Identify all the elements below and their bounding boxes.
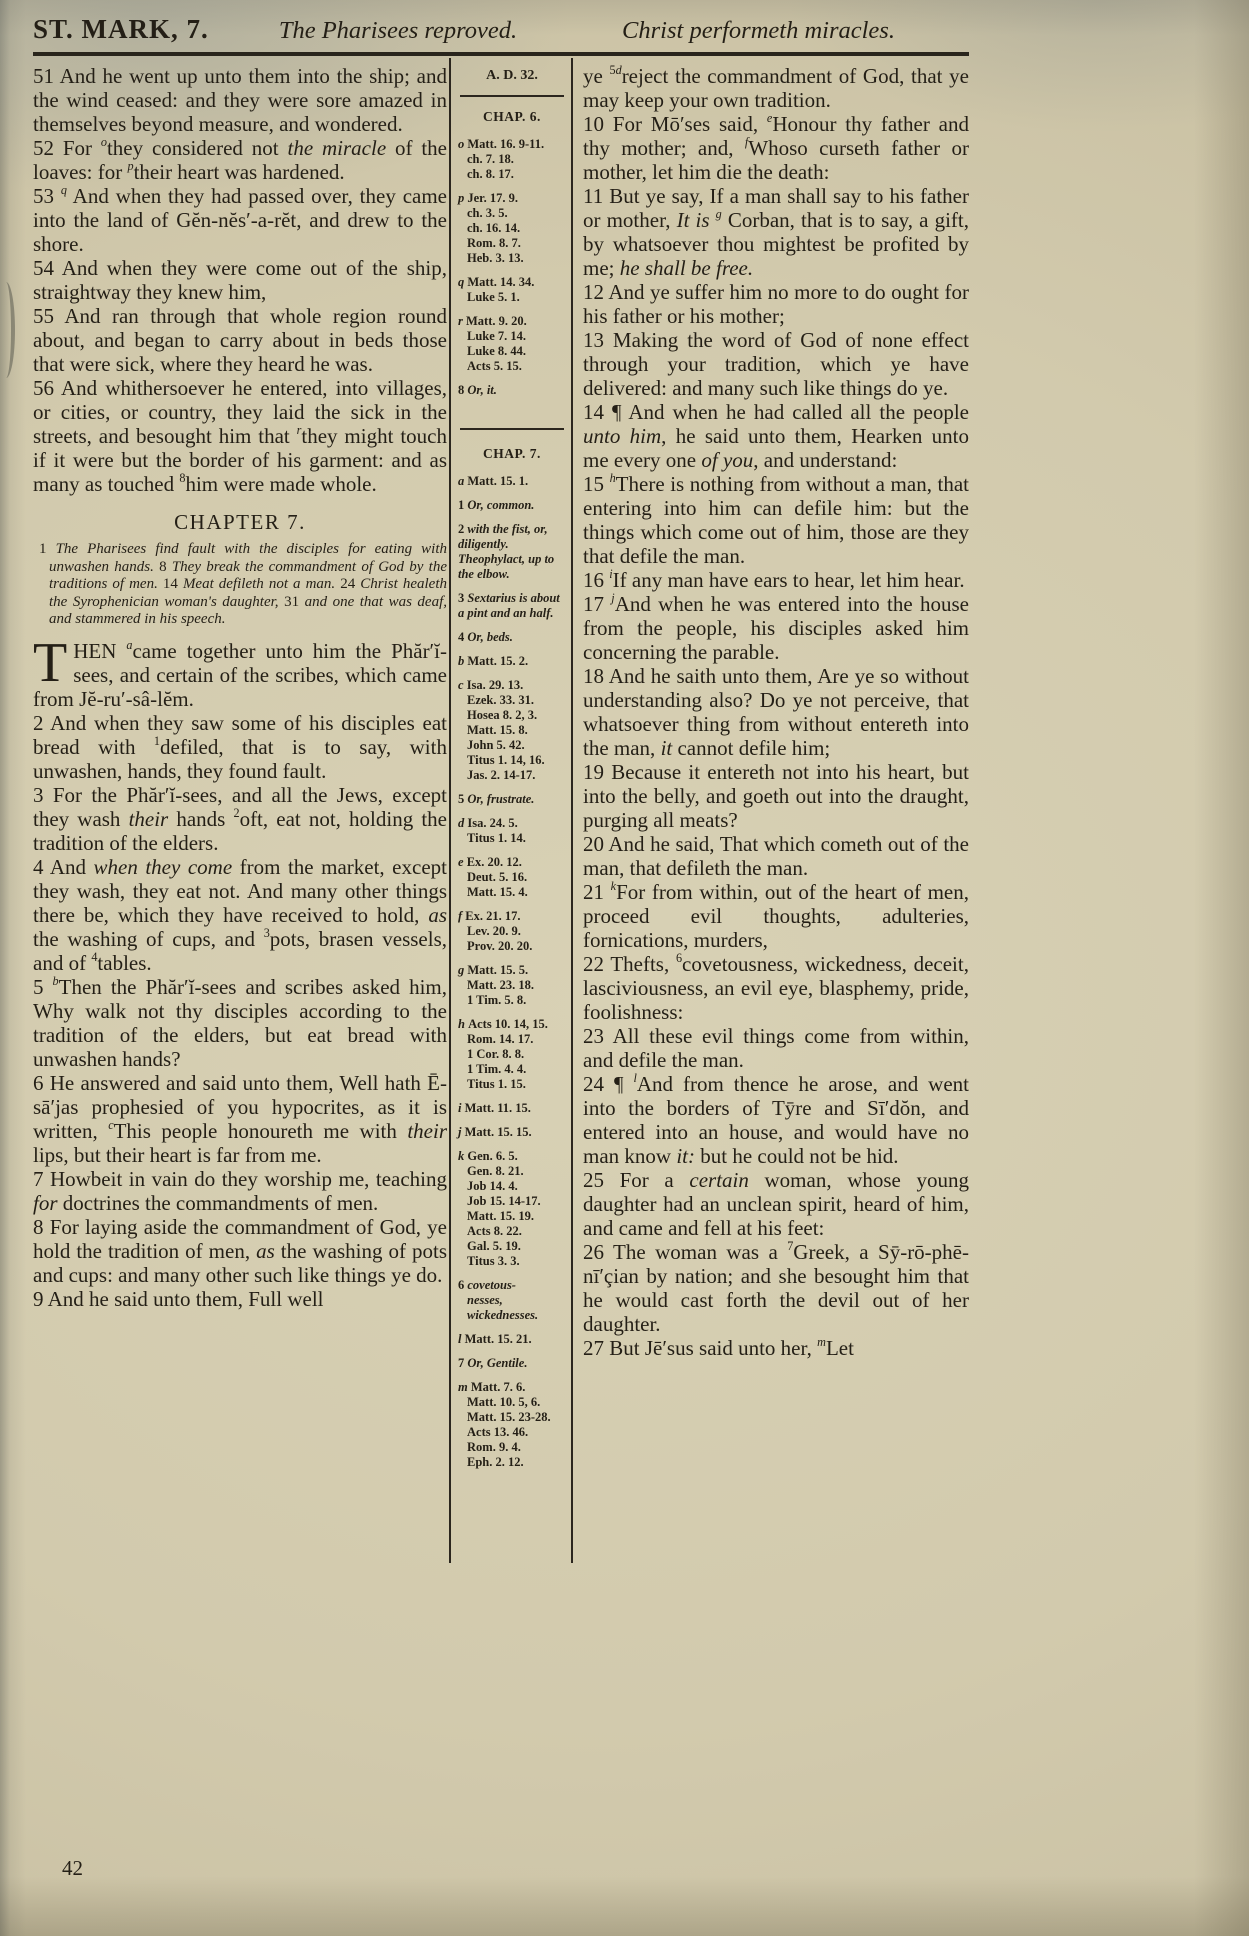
scan-artifact-mark <box>0 282 15 378</box>
margin-note <box>458 1149 566 1269</box>
text-run: 14 ¶ And when he had called all the people <box>583 400 969 424</box>
reference-mark: 7 <box>787 1239 794 1253</box>
text-run: They break the commandment of God by the traditions of men. <box>49 558 448 592</box>
chapter-summary <box>33 541 447 629</box>
verse-paragraph <box>583 280 969 328</box>
reference-mark: c <box>108 1117 114 1132</box>
text-run: 10 For Mō′ses said, <box>583 112 767 136</box>
margin-note <box>458 591 566 621</box>
margin-note-line: Acts 5. 15. <box>467 358 522 373</box>
text-run: covetousness, wickedness, deceit, lasciviousness, an evil eye, blasphemy, pride, foolishness: <box>583 952 969 1024</box>
margin-note-line: Eph. 2. 12. <box>467 1455 524 1470</box>
margin-note-line: Titus 1. 15. <box>467 1077 526 1092</box>
margin-note-line: b Matt. 15. 2. <box>458 654 529 669</box>
margin-note <box>458 1356 566 1371</box>
margin-note-marker: k <box>458 1149 468 1164</box>
text-run: Corban, that is to say, a gift, by whatsoever thou mightest be profited by me; <box>583 208 969 280</box>
verse-paragraph <box>33 256 447 304</box>
verse-paragraph <box>33 855 447 975</box>
verse-paragraph <box>583 592 969 664</box>
margin-note-line: Gal. 5. 19. <box>467 1239 521 1254</box>
text-run: 54 And when they were come out of the ship, straightway they knew him, <box>33 256 447 304</box>
text-run: came together unto him the Phăr′ĭ-sees, and certain of the scribes, which came from Jĕ-ru′-sâ-lĕm. <box>33 638 447 711</box>
text-run: their <box>407 1118 448 1143</box>
reference-mark: j <box>611 591 615 605</box>
verse-paragraph <box>33 1071 447 1167</box>
reference-mark: 6 <box>675 951 683 965</box>
text-run: Let <box>825 1336 854 1360</box>
verse-paragraph <box>583 328 969 400</box>
margin-note-line: f Ex. 21. 17. <box>458 909 521 924</box>
margin-note-marker: r <box>458 313 466 328</box>
margin-note-marker: d <box>458 816 468 831</box>
text-run: 8 For laying aside the commandment of God, ye hold the tradition of men, <box>33 1214 447 1263</box>
margin-section-divider <box>460 428 564 430</box>
text-run: 3 For the Phăr′ĭ-sees, and all the Jews, except they wash <box>33 782 447 831</box>
margin-note-line: Gen. 8. 21. <box>467 1164 524 1179</box>
right-text-column <box>575 58 969 1563</box>
verse-paragraph <box>583 1336 969 1360</box>
text-run: it <box>660 736 673 760</box>
text-run: woman, whose young daughter had an unclean spirit, heard of him, and came and fell at his feet: <box>583 1168 969 1240</box>
verse-paragraph <box>583 472 969 568</box>
running-header <box>33 14 969 56</box>
margin-note-marker: q <box>458 274 468 289</box>
margin-note-line: k Gen. 6. 5. <box>458 1149 518 1164</box>
verse-paragraph <box>583 1168 969 1240</box>
margin-note-line: nesses, <box>467 1293 503 1308</box>
margin-note <box>458 630 566 645</box>
margin-note <box>458 816 566 846</box>
text-run: If any man have ears to hear, let him hear. <box>612 568 965 592</box>
text-run: as <box>256 1238 275 1263</box>
reference-mark: 3 <box>263 925 270 940</box>
margin-note-line: Rom. 9. 4. <box>467 1440 521 1455</box>
margin-chapter-label: CHAP. 6. <box>483 108 541 124</box>
text-run: lips, but their heart is far from me. <box>33 1142 322 1167</box>
margin-note-line: h Acts 10. 14, 15. <box>458 1017 548 1032</box>
margin-note <box>458 909 566 954</box>
text-run: their <box>128 806 169 831</box>
text-run: 22 Thefts, <box>583 952 676 976</box>
text-run: of you <box>701 448 754 472</box>
verse-paragraph <box>583 112 969 184</box>
reference-mark: f <box>744 135 749 149</box>
text-run: the washing of pots and cups: and many other such like things ye do. <box>33 1238 447 1287</box>
margin-note-line: d Isa. 24. 5. <box>458 816 518 831</box>
margin-note <box>458 855 566 900</box>
margin-note-line: Deut. 5. 16. <box>467 870 528 885</box>
reference-mark: 2 <box>233 805 240 820</box>
text-run: 31 <box>284 593 305 610</box>
margin-note-line: m Matt. 7. 6. <box>458 1380 526 1395</box>
margin-note-line: r Matt. 9. 20. <box>458 313 527 328</box>
text-run: 17 <box>583 592 612 616</box>
margin-note-marker: b <box>458 654 468 669</box>
text-run: And from thence he arose, and went into the borders of Tȳre and Sī′dŏn, and entered into an house, and would have no man know <box>583 1072 969 1168</box>
text-run: of the loaves: for <box>33 136 447 184</box>
margin-note-line: Luke 7. 14. <box>467 328 527 343</box>
margin-note-line: Titus 3. 3. <box>467 1254 520 1269</box>
verse-paragraph <box>583 1240 969 1336</box>
text-run: And when he was entered into the house from the people, his disciples asked him concerning the parable. <box>583 592 969 664</box>
margin-divider <box>460 95 564 97</box>
margin-note <box>458 1380 566 1470</box>
margin-note-line: Prov. 20. 20. <box>467 939 533 954</box>
verse-paragraph <box>583 760 969 832</box>
columns <box>33 58 969 1563</box>
margin-note-line: Matt. 15. 23-28. <box>467 1410 551 1425</box>
margin-note-line: Job 14. 4. <box>467 1179 518 1194</box>
text-run: It is <box>676 208 716 232</box>
margin-note-line: Matt. 15. 8. <box>467 723 528 738</box>
text-run: 53 <box>33 184 61 208</box>
text-run: defiled, that is to say, with unwashen, hands, they found fault. <box>33 734 447 783</box>
margin-note-line: 7 Or, Gentile. <box>458 1356 528 1371</box>
text-run: And when they had passed over, they came into the land of Gĕn-nĕs′-a-rĕt, and drew to the shore. <box>33 184 448 256</box>
text-run: unto him <box>583 424 662 448</box>
margin-note-line: 8 Or, it. <box>458 382 497 397</box>
running-head-right: Christ performeth miracles. <box>622 17 895 44</box>
text-run: This people honoureth me with <box>113 1118 408 1143</box>
text-run: 27 But Jē′sus said unto her, <box>583 1336 818 1360</box>
text-run: but he could not be hid. <box>695 1144 899 1168</box>
text-run: 13 Making the word of God of none effect through your tradition, which ye have delivered: and many such like things do ye. <box>583 328 969 400</box>
margin-note-line: 5 Or, frustrate. <box>458 792 535 807</box>
margin-note-line: 3 Sextarius is about a pint and an half. <box>458 591 560 621</box>
text-run: Greek, a Sȳ-rō-phē-nī′çian by nation; and she besought him that he would cast forth the devil out of her daughter. <box>583 1240 969 1336</box>
margin-note-line: 1 Tim. 4. 4. <box>467 1062 527 1077</box>
reference-mark: 4 <box>91 949 98 964</box>
margin-note-line: 4 Or, beds. <box>458 630 513 645</box>
text-run: he shall be free. <box>619 256 754 280</box>
margin-note-line: Matt. 15. 19. <box>467 1209 534 1224</box>
text-run: Christ healeth the Syrophenician woman's daughter, <box>49 576 447 610</box>
margin-note-marker: 2 <box>458 522 468 537</box>
text-run: Honour thy father and thy mother; and, <box>583 112 969 160</box>
text-run: 12 And ye suffer him no more to do ought for his father or his mother; <box>583 280 969 328</box>
margin-note-marker: l <box>458 1332 465 1347</box>
verse-paragraph <box>33 184 447 256</box>
margin-note-line: 1 Or, common. <box>458 498 535 513</box>
reference-mark: q <box>60 183 67 197</box>
reference-mark: k <box>610 879 617 893</box>
text-run: 4 And <box>33 854 94 879</box>
text-run: 55 And ran through that whole region round about, and began to carry about in beds those that were sick, where they heard he was. <box>33 304 447 376</box>
text-run: the miracle <box>287 136 387 160</box>
margin-note-line: 1 Tim. 5. 8. <box>467 993 527 1008</box>
margin-note-marker: 1 <box>458 498 468 513</box>
reference-mark: o <box>100 135 107 149</box>
text-block <box>33 14 969 1563</box>
reference-mark: a <box>126 637 133 652</box>
text-run: 21 <box>583 880 611 904</box>
reference-mark: m <box>817 1335 826 1349</box>
margin-note-line: a Matt. 15. 1. <box>458 474 529 489</box>
margin-note <box>458 678 566 783</box>
margin-note <box>458 383 566 398</box>
text-run: ye <box>583 64 610 88</box>
verse-paragraph <box>33 376 447 496</box>
margin-note-line: q Matt. 14. 34. <box>458 274 535 289</box>
text-run: as <box>428 902 447 927</box>
margin-note <box>458 1125 566 1140</box>
text-run: 14 <box>162 576 183 592</box>
text-run: 15 <box>583 472 610 496</box>
verse-paragraph <box>583 400 969 472</box>
reference-mark: i <box>609 567 613 581</box>
verse-paragraph <box>33 783 447 855</box>
verse-paragraph <box>583 664 969 760</box>
margin-reference-column <box>449 58 573 1563</box>
verse-paragraph <box>33 631 447 711</box>
margin-note <box>458 314 566 374</box>
margin-note <box>458 1332 566 1347</box>
reference-mark: d <box>615 63 622 77</box>
margin-note-line: Matt. 15. 4. <box>467 885 528 900</box>
margin-note-line: Ezek. 33. 31. <box>467 693 535 708</box>
text-run: 52 For <box>33 136 101 160</box>
margin-note <box>458 522 566 582</box>
margin-note <box>458 191 566 266</box>
text-run: 25 For a <box>583 1168 690 1192</box>
margin-note-line: John 5. 42. <box>467 738 525 753</box>
margin-note-line: wickednesses. <box>467 1308 539 1323</box>
verse-paragraph <box>583 880 969 952</box>
margin-note-marker: 6 <box>458 1278 468 1293</box>
text-run: 51 And he went up unto them into the ship; and the wind ceased: and they were sore amazed in themselves beyond measure, and wondered. <box>33 64 447 136</box>
text-run: The Pharisees find fault with the disciples for eating with unwashen hands. <box>49 541 448 575</box>
text-run: , and understand: <box>753 448 898 472</box>
margin-note-line: Luke 8. 44. <box>467 343 527 358</box>
running-head-left: The Pharisees reproved. <box>278 17 518 44</box>
text-run: 24 <box>340 576 361 592</box>
text-run: 5 <box>33 974 53 999</box>
margin-note-marker: a <box>458 474 468 489</box>
margin-note <box>458 474 566 489</box>
margin-note-line: 2 with the fist, or, diligently. Theophylact, up to the elbow. <box>458 522 555 582</box>
text-run: they might touch if it were but the border of his garment: and as many as touched <box>33 424 447 496</box>
margin-note-line: ch. 16. 14. <box>467 220 521 235</box>
margin-note-line: ch. 7. 18. <box>467 151 514 166</box>
margin-note-line: Rom. 8. 7. <box>467 235 521 250</box>
margin-note <box>458 654 566 669</box>
text-run: for <box>33 1190 58 1215</box>
reference-mark: g <box>715 207 722 221</box>
reference-mark: e <box>766 111 773 125</box>
reference-mark: 8 <box>179 471 186 485</box>
verse-paragraph <box>583 952 969 1024</box>
text-run: Whoso curseth father or mother, let him die the death: <box>583 136 969 184</box>
verse-paragraph <box>583 1024 969 1072</box>
margin-note-line: Rom. 14. 17. <box>467 1032 534 1047</box>
book-title: ST. MARK, 7. <box>33 14 209 44</box>
reference-mark: 5 <box>609 63 616 77</box>
margin-note-line: Acts 8. 22. <box>467 1224 522 1239</box>
margin-note-line: Job 15. 14-17. <box>467 1194 541 1209</box>
text-run: certain <box>689 1168 749 1192</box>
margin-note-line: Jas. 2. 14-17. <box>467 768 536 783</box>
text-run: 20 And he said, That which cometh out of the man, that defileth the man. <box>583 832 969 880</box>
margin-note <box>458 1101 566 1116</box>
left-text-column <box>33 58 447 1563</box>
verse-paragraph <box>583 1072 969 1168</box>
drop-cap: T <box>33 631 68 694</box>
margin-note-line: p Jer. 17. 9. <box>458 190 518 205</box>
text-run: hands <box>168 806 234 831</box>
margin-note-line: c Isa. 29. 13. <box>458 678 524 693</box>
margin-note <box>458 137 566 182</box>
margin-note-line: Heb. 3. 13. <box>467 250 524 265</box>
text-run: 18 And he saith unto them, Are ye so without understanding also? Do ye not perceive, that whatsoever thing from without entereth into the man, <box>583 664 969 760</box>
verse-paragraph <box>33 711 447 783</box>
margin-note-line: Hosea 8. 2, 3. <box>467 708 538 723</box>
margin-note-line: Lev. 20. 9. <box>467 924 521 939</box>
text-run: There is nothing from without a man, that entering into him can defile him: but the things which come out of him, those are they that defile the man. <box>583 472 970 568</box>
text-run: 11 But ye say, If a man shall say to his father or mother, <box>583 184 969 232</box>
verse-paragraph <box>583 184 969 280</box>
text-run: reject the commandment of God, that ye may keep your own tradition. <box>583 64 969 112</box>
text-run: , he said unto them, Hearken unto me every one <box>583 424 969 472</box>
text-run: Meat defileth not a man. <box>182 576 341 592</box>
margin-note-marker: 3 <box>458 591 468 606</box>
margin-note-marker: h <box>458 1017 469 1032</box>
reference-mark: p <box>127 159 134 173</box>
margin-note-marker: j <box>458 1125 465 1140</box>
margin-date: A. D. 32. <box>486 68 538 83</box>
margin-note-line: Titus 1. 14, 16. <box>467 753 545 768</box>
text-run: 16 <box>583 568 610 592</box>
margin-note-marker: 8 <box>458 382 468 397</box>
text-run: 24 ¶ <box>583 1072 634 1096</box>
verse-paragraph <box>33 1215 447 1287</box>
margin-note-marker: o <box>458 136 468 151</box>
page-number: 42 <box>62 1856 83 1880</box>
margin-note-line: Matt. 10. 5, 6. <box>467 1395 541 1410</box>
text-run: and one that was deaf, and stammered in his speech. <box>49 593 448 627</box>
text-run: they considered not <box>106 136 288 160</box>
margin-note <box>458 1278 566 1323</box>
margin-note-line: i Matt. 11. 15. <box>458 1101 531 1116</box>
text-run: 56 And whithersoever he entered, into villages, or cities, or country, they laid the sick in the streets, and besought him that <box>33 376 447 448</box>
verse-paragraph <box>33 1167 447 1215</box>
text-run: For from within, out of the heart of men, proceed evil thoughts, adulteries, fornications, murders, <box>583 880 970 952</box>
margin-note-line: l Matt. 15. 21. <box>458 1332 532 1347</box>
text-run: him were made whole. <box>185 472 377 496</box>
text-run: 6 He answered and said unto them, Well hath Ē-sā′jas prophesied of you hypocrites, as it is written, <box>33 1070 447 1143</box>
reference-mark: l <box>633 1071 637 1085</box>
margin-note-marker: 5 <box>458 792 468 807</box>
verse-paragraph <box>583 64 969 112</box>
text-run: 7 Howbeit in vain do they worship me, teaching <box>33 1166 447 1191</box>
margin-sections <box>458 109 566 1470</box>
text-run: 9 And he said unto them, Full well <box>33 1286 324 1311</box>
text-run: their heart was hardened. <box>133 160 345 184</box>
text-run: Then the Phăr′ĭ-sees and scribes asked him, Why walk not thy disciples according to the tradition of the elders, but eat bread with unwashen hands? <box>33 974 447 1071</box>
text-run: 8 <box>159 558 172 575</box>
text-run: 19 Because it entereth not into his heart, but into the belly, and goeth out into the draught, purging all meats? <box>583 760 969 832</box>
margin-note-line: g Matt. 15. 5. <box>458 963 529 978</box>
margin-note-line: Matt. 23. 18. <box>467 978 534 993</box>
verse-paragraph <box>33 975 447 1071</box>
margin-chapter-label: CHAP. 7. <box>483 445 541 461</box>
text-run: HEN <box>73 638 127 663</box>
verse-paragraph <box>33 1287 447 1311</box>
margin-note-line: e Ex. 20. 12. <box>458 855 522 870</box>
margin-note-line: Luke 5. 1. <box>467 289 520 304</box>
margin-note <box>458 792 566 807</box>
verse-paragraph <box>583 832 969 880</box>
margin-note-marker: 7 <box>458 1356 468 1371</box>
text-run: doctrines the commandments of men. <box>57 1190 379 1215</box>
verse-paragraph <box>33 136 447 184</box>
margin-note-line: ch. 3. 5. <box>467 205 508 220</box>
margin-note <box>458 498 566 513</box>
text-run: tables. <box>97 950 152 975</box>
margin-note <box>458 963 566 1008</box>
text-run: 2 And when they saw some of his disciples eat bread with <box>33 710 447 759</box>
margin-note-marker: f <box>458 909 466 924</box>
verse-paragraph <box>583 568 969 592</box>
margin-note-marker: p <box>458 190 468 205</box>
margin-note-marker: 4 <box>458 630 468 645</box>
margin-note-line: 1 Cor. 8. 8. <box>467 1047 525 1062</box>
text-run: oft, eat not, holding the tradition of the elders. <box>33 806 447 855</box>
margin-note <box>458 1017 566 1092</box>
margin-note-line: Titus 1. 14. <box>467 831 526 846</box>
text-run: pots, brasen vessels, and of <box>33 926 447 975</box>
text-run: the washing of cups, and <box>33 926 264 951</box>
margin-note-line: 6 covetous- <box>458 1278 516 1293</box>
margin-note-line: o Matt. 16. 9-11. <box>458 136 545 151</box>
reference-mark: 1 <box>153 733 161 748</box>
verse-paragraph <box>33 304 447 376</box>
reference-mark: r <box>296 423 302 437</box>
margin-note-marker: g <box>458 963 468 978</box>
margin-note-marker: c <box>458 678 467 693</box>
text-run: from the market, except they wash, they eat not. And many other things there be, which they have received to hold, <box>33 854 447 927</box>
margin-note-line: Acts 13. 46. <box>467 1425 529 1440</box>
text-run: when they come <box>93 854 233 879</box>
chapter-heading: CHAPTER 7. <box>174 510 306 534</box>
reference-mark: h <box>609 471 616 485</box>
text-run: it: <box>676 1144 695 1168</box>
margin-note <box>458 275 566 305</box>
margin-note-line: j Matt. 15. 15. <box>458 1125 532 1140</box>
margin-note-marker: m <box>458 1380 471 1395</box>
text-run: 23 All these evil things come from within, and defile the man. <box>583 1024 969 1072</box>
verse-paragraph <box>33 64 447 136</box>
margin-note-marker: e <box>458 855 467 870</box>
reference-mark: b <box>52 973 59 988</box>
text-run: 26 The woman was a <box>583 1240 788 1264</box>
text-run: cannot defile him; <box>672 736 831 760</box>
text-run: 1 <box>39 541 56 557</box>
margin-note-line: ch. 8. 17. <box>467 166 514 181</box>
margin-note-marker: i <box>458 1101 465 1116</box>
